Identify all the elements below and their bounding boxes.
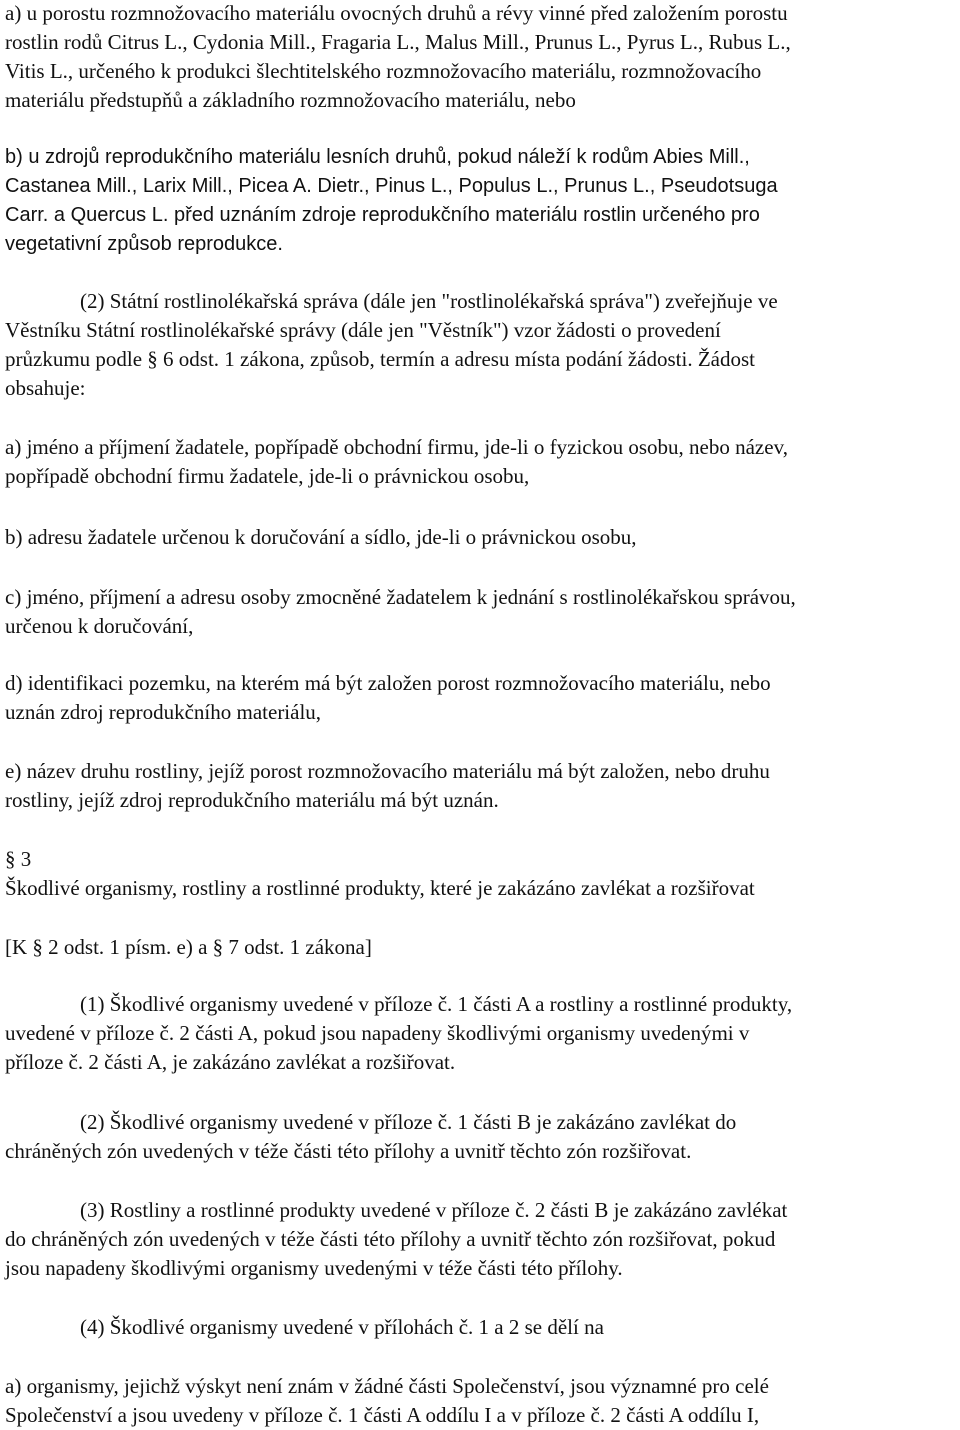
list-item-a (5, 433, 957, 491)
list-item-b (5, 523, 957, 552)
text-line: e) název druhu rostliny, jejíž porost rozmnožovacího materiálu má být založen, nebo druhu (5, 759, 770, 783)
text-line: průzkumu podle § 6 odst. 1 zákona, způsob, termín a adresu místa podání žádosti. Žádost (5, 347, 756, 371)
text-line: d) identifikaci pozemku, na kterém má být založen porost rozmnožovacího materiálu, nebo (5, 671, 771, 695)
text-line: (2) Škodlivé organismy uvedené v příloze č. 1 části B je zakázáno zavlékat do (80, 1110, 737, 1134)
text-line: c) jméno, příjmení a adresu osoby zmocněné žadatelem k jednání s rostlinolékařskou správou, (5, 585, 796, 609)
section-number: § 3 (5, 847, 32, 871)
text-line: uvedené v příloze č. 2 části A, pokud jsou napadeny škodlivými organismy uvedenými v (5, 1021, 750, 1045)
text-line: a) organismy, jejichž výskyt není znám v žádné části Společenství, jsou významné pro celé (5, 1374, 769, 1398)
text-line: Věstníku Státní rostlinolékařské správy (dále jen "Věstník") vzor žádosti o provedení (5, 318, 721, 342)
list-item-d (5, 669, 957, 727)
paragraph-a (5, 0, 957, 115)
paragraph-b (5, 143, 957, 259)
section-reference (5, 933, 957, 962)
text-line: (3) Rostliny a rostlinné produkty uvedené v příloze č. 2 části B je zakázáno zavlékat (80, 1198, 788, 1222)
text-line: [K § 2 odst. 1 písm. e) a § 7 odst. 1 zákona] (5, 935, 372, 959)
text-line: (1) Škodlivé organismy uvedené v příloze č. 1 části A a rostliny a rostlinné produkty, (80, 992, 793, 1016)
text-line: a) u porostu rozmnožovacího materiálu ovocných druhů a révy vinné před založením porostu (5, 1, 788, 25)
section-3-paragraph-4 (5, 1313, 957, 1342)
text-line: Castanea Mill., Larix Mill., Picea A. Dietr., Pinus L., Populus L., Prunus L., Pseudotsuga (5, 175, 778, 197)
text-line: určenou k doručování, (5, 614, 194, 638)
text-line: jsou napadeny škodlivými organismy uvedenými v téže části této přílohy. (5, 1256, 623, 1280)
text-line: b) adresu žadatele určenou k doručování a sídlo, jde-li o právnickou osobu, (5, 525, 637, 549)
text-line: b) u zdrojů reprodukčního materiálu lesních druhů, pokud náleží k rodům Abies Mill., (5, 146, 750, 168)
text-line: obsahuje: (5, 376, 86, 400)
section-3-paragraph-1 (5, 990, 957, 1077)
text-line: rostliny, jejíž zdroj reprodukčního materiálu má být uznán. (5, 788, 499, 812)
section-3-item-a (5, 1372, 957, 1430)
text-line: uznán zdroj reprodukčního materiálu, (5, 700, 322, 724)
text-line: Společenství a jsou uvedeny v příloze č. 1 části A oddílu I a v příloze č. 2 části A oddílu I, (5, 1403, 760, 1427)
text-line: Vitis L., určeného k produkci šlechtitelského rozmnožovacího materiálu, rozmnožovacího (5, 59, 762, 83)
paragraph-2 (5, 287, 957, 403)
section-3-paragraph-2 (5, 1108, 957, 1166)
text-line: vegetativní způsob reprodukce. (5, 233, 283, 255)
text-line: příloze č. 2 části A, je zakázáno zavlékat a rozšiřovat. (5, 1050, 456, 1074)
text-line: do chráněných zón uvedených v téže části této přílohy a uvnitř těchto zón rozšiřovat, pokud (5, 1227, 776, 1251)
list-item-e (5, 757, 957, 815)
text-line: materiálu předstupňů a základního rozmnožovacího materiálu, nebo (5, 88, 576, 112)
text-line: popřípadě obchodní firmu žadatele, jde-li o právnickou osobu, (5, 464, 530, 488)
text-line: (2) Státní rostlinolékařská správa (dále jen "rostlinolékařská správa") zveřejňuje ve (80, 289, 778, 313)
section-heading (5, 845, 957, 903)
text-line: chráněných zón uvedených v téže části této přílohy a uvnitř těchto zón rozšiřovat. (5, 1139, 692, 1163)
section-3-paragraph-3 (5, 1196, 957, 1283)
text-line: rostlin rodů Citrus L., Cydonia Mill., Fragaria L., Malus Mill., Prunus L., Pyrus L., Rubus L., (5, 30, 791, 54)
list-item-c (5, 583, 957, 641)
text-line: (4) Škodlivé organismy uvedené v přílohách č. 1 a 2 se dělí na (80, 1315, 604, 1339)
text-line: a) jméno a příjmení žadatele, popřípadě obchodní firmu, jde-li o fyzickou osobu, nebo název, (5, 435, 788, 459)
section-title: Škodlivé organismy, rostliny a rostlinné produkty, které je zakázáno zavlékat a rozšiřovat (5, 876, 755, 900)
text-line: Carr. a Quercus L. před uznáním zdroje reprodukčního materiálu rostlin určeného pro (5, 204, 760, 226)
